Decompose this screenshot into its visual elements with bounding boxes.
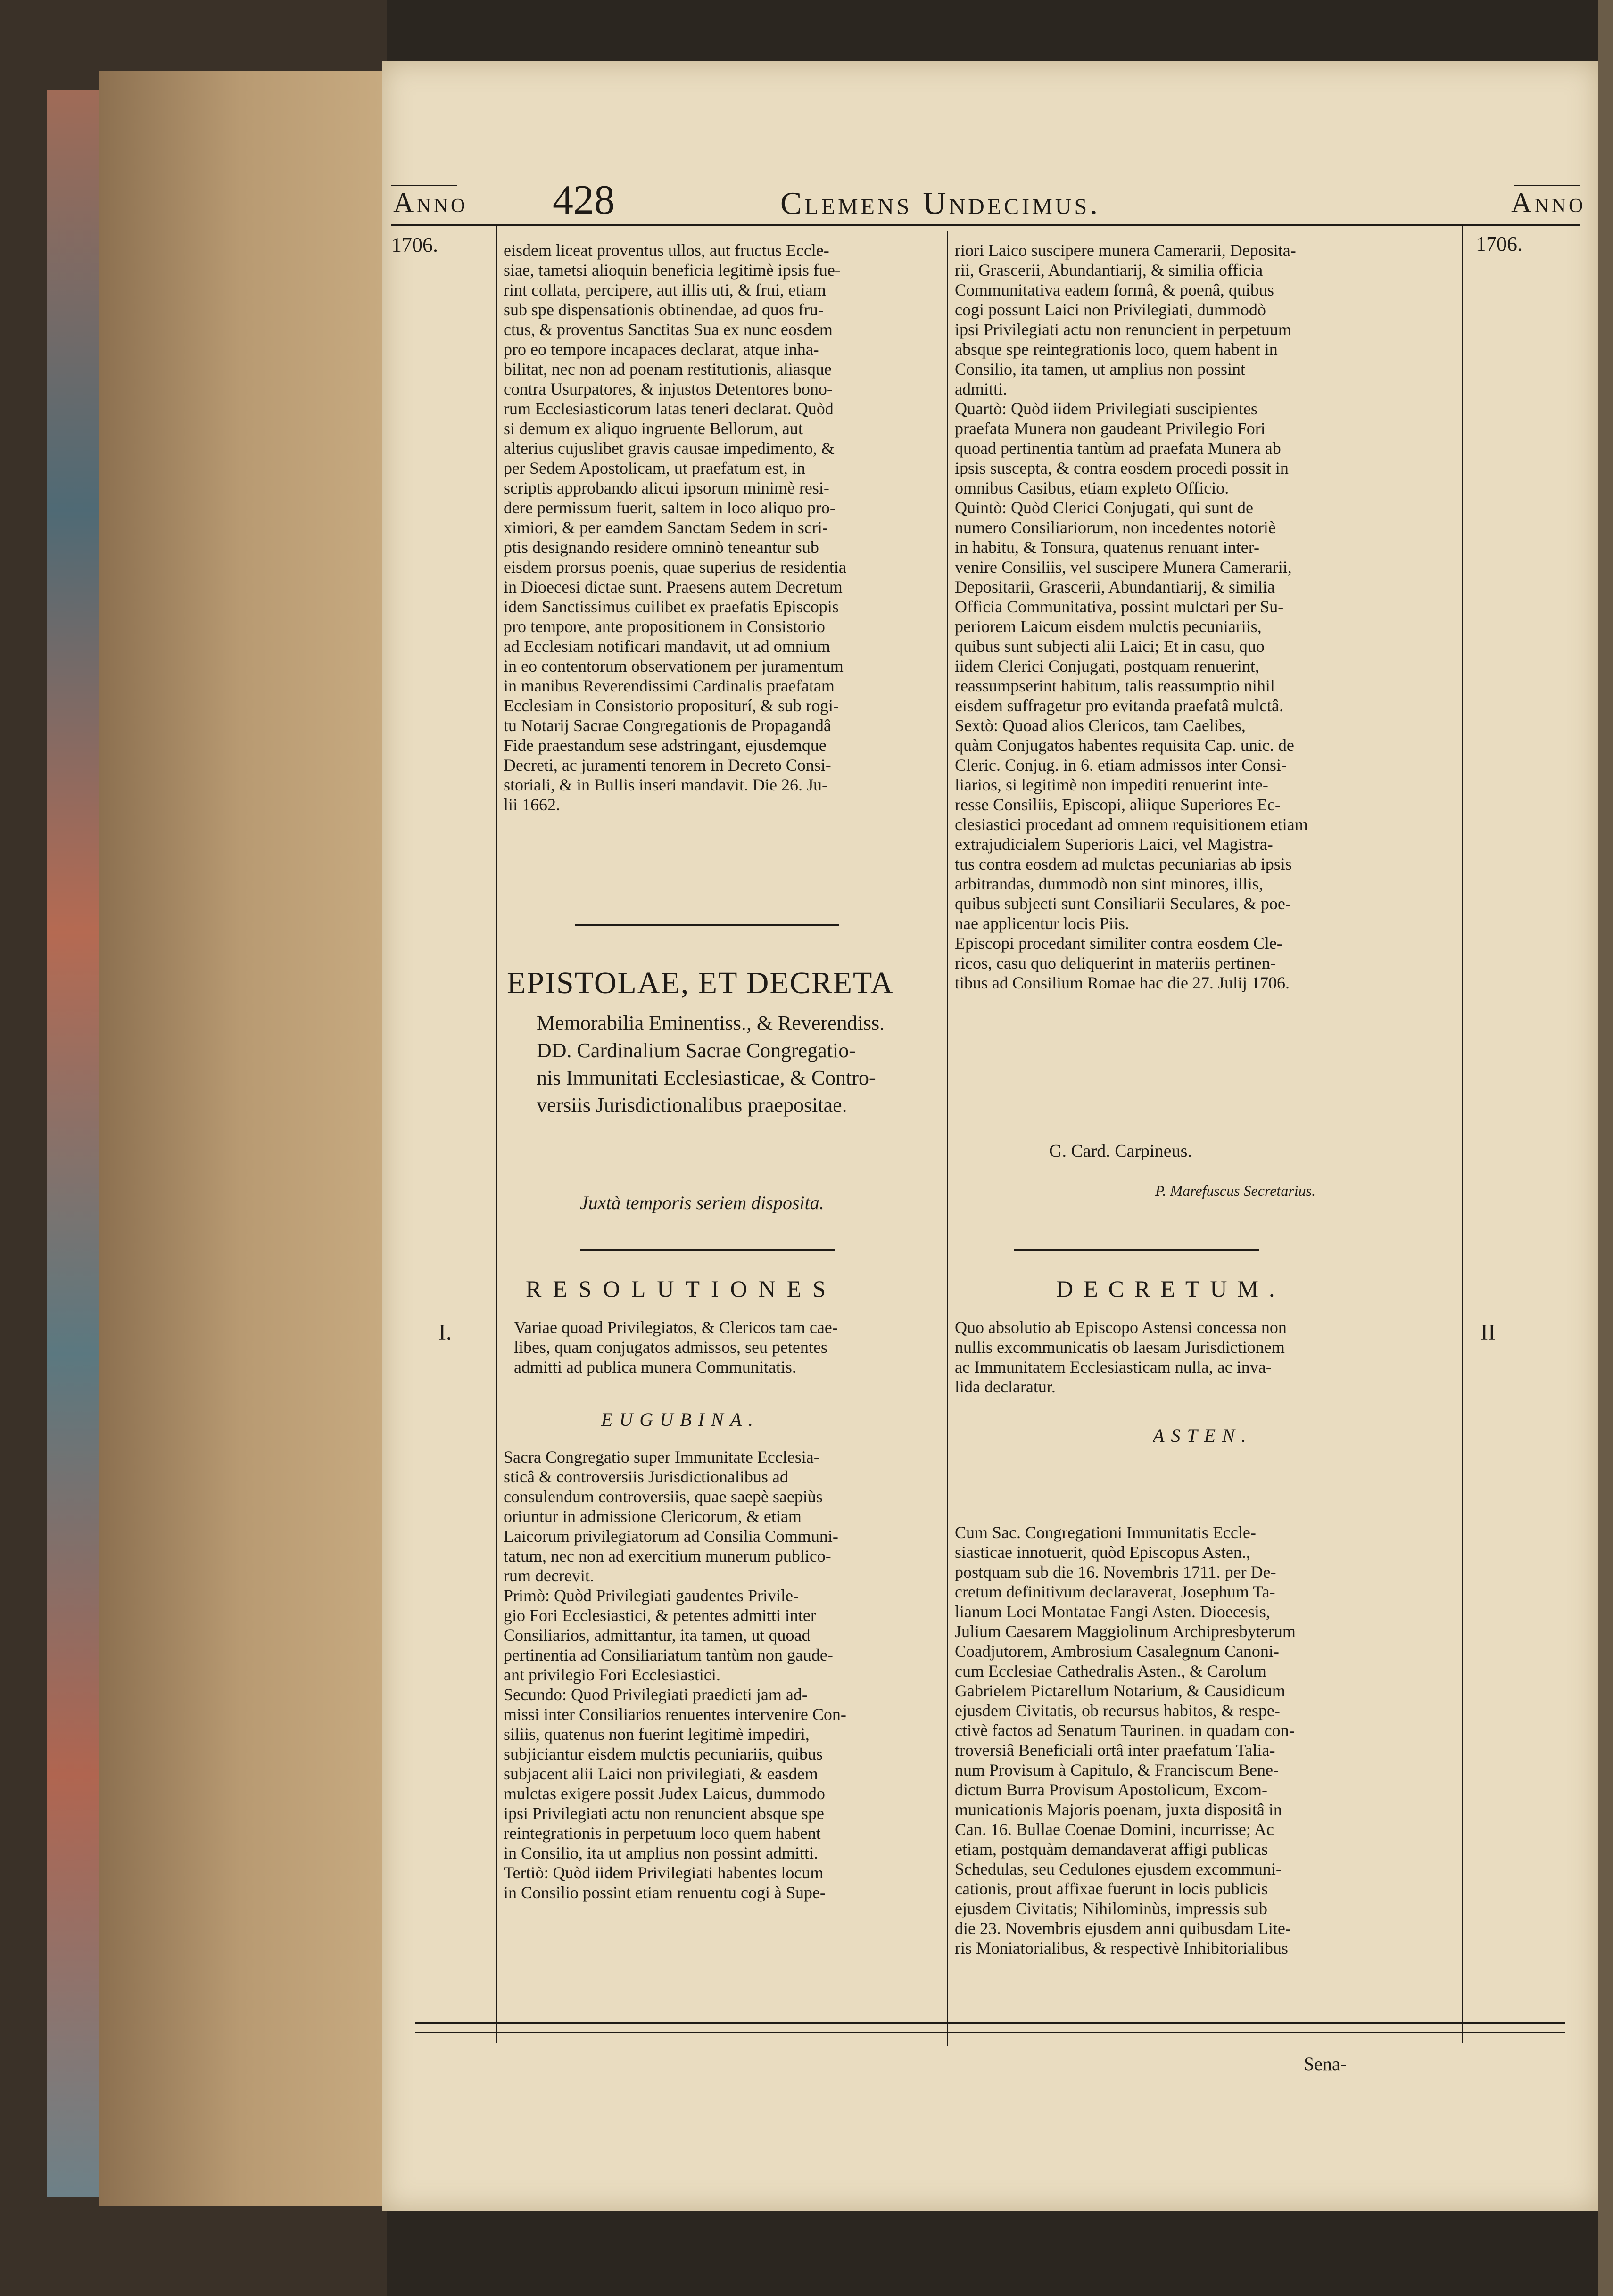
- right-decretum-rule: [1014, 1249, 1259, 1251]
- text-line: Can. 16. Bullae Coenae Domini, incurrisse; Ac: [955, 1820, 1274, 1839]
- text-line: troversiâ Beneficiali ortâ inter praefatum Talia-: [955, 1741, 1275, 1760]
- text-line: num Provisum à Capitulo, & Franciscum Bene-: [955, 1761, 1279, 1779]
- left-margin-year: 1706.: [391, 233, 438, 256]
- text-line: Episcopi procedant similiter contra eosdem Cle-: [955, 934, 1282, 953]
- text-line: ad Ecclesiam notificari mandavit, ut ad omnium: [504, 637, 830, 656]
- text-line: tibus ad Consilium Romae hac die 27. Julij 1706.: [955, 973, 1290, 992]
- running-head-anno-right: Anno: [1511, 187, 1586, 218]
- text-line: admitti.: [955, 379, 1007, 398]
- text-line: quibus sunt subjecti alii Laici; Et in casu, quo: [955, 637, 1265, 656]
- section-subtitle: [537, 1010, 923, 1123]
- text-line: alterius cujuslibet gravis causae impedimento, &: [504, 439, 835, 458]
- text-line: eisdem prorsus poenis, quae superius de residentia: [504, 558, 846, 576]
- signature-cardinal: G. Card. Carpineus.: [1049, 1141, 1192, 1161]
- text-line: oriuntur in admissione Clericorum, & etiam: [504, 1507, 802, 1526]
- text-line: quibus subjecti sunt Consiliarii Seculares, & poe-: [955, 894, 1291, 913]
- footer-rule-lower: [415, 2032, 1565, 2033]
- text-line: Quartò: Quòd iidem Privilegiati suscipientes: [955, 399, 1257, 418]
- right-frame: [1462, 224, 1463, 2043]
- text-line: ctus, & proventus Sanctitas Sua ex nunc eosdem: [504, 320, 833, 339]
- text-line: Schedulas, seu Cedulones ejusdem excommuni-: [955, 1860, 1282, 1878]
- left-resolutiones-rule: [580, 1249, 835, 1251]
- text-line: Gabrielem Pictarellum Notarium, & Causidicum: [955, 1681, 1285, 1700]
- text-line: Officia Communitativa, possint mulctari per Su-: [955, 597, 1284, 616]
- text-line: arbitrandas, dummodò non sint minores, illis,: [955, 874, 1263, 893]
- text-line: Depositarii, Grascerii, Abundantiarij, & similia: [955, 577, 1275, 596]
- section-marker-one: I.: [438, 1320, 452, 1345]
- text-line: ejusdem Civitatis; Nihilominùs, impressis sub: [955, 1899, 1268, 1918]
- text-line: Ecclesiam in Consistorio propositurí, & sub rogi-: [504, 696, 839, 715]
- summary-line: libes, quam conjugatos admissos, seu petentes: [514, 1338, 827, 1357]
- text-line: venire Consiliis, vel suscipere Munera Camerarii,: [955, 558, 1292, 576]
- section-title: EPISTOLAE, ET DECRETA: [507, 966, 894, 1000]
- text-line: ipsi Privilegiati actu non renuncient in perpetuum: [955, 320, 1291, 339]
- text-line: Communitativa eadem formâ, & poenâ, quibus: [955, 280, 1274, 299]
- text-line: extrajudicialem Superioris Laici, vel Magistra-: [955, 835, 1273, 854]
- summary-line: nullis excommunicatis ob laesam Jurisdictionem: [955, 1338, 1285, 1357]
- text-line: eisdem liceat proventus ullos, aut fructus Eccle-: [504, 241, 829, 260]
- text-line: in manibus Reverendissimi Cardinalis praefatam: [504, 676, 835, 695]
- text-line: Consilio, ita tamen, ut amplius non possint: [955, 360, 1245, 379]
- text-line: consulendum controversiis, quae saepè saepiùs: [504, 1487, 823, 1506]
- text-line: ximiori, & per eamdem Sanctam Sedem in scri-: [504, 518, 828, 537]
- text-line: sub spe dispensationis obtinendae, ad quos fru-: [504, 300, 824, 319]
- summary-line: lida declaratur.: [955, 1377, 1056, 1396]
- text-line: iidem Clerici Conjugati, postquam renuerint,: [955, 657, 1259, 675]
- text-line: quoad pertinentia tantùm ad praefata Munera ab: [955, 439, 1281, 458]
- text-line: in eo contentorum observationem per juramentum: [504, 657, 844, 675]
- text-line: ctivè factos ad Senatum Taurinen. in quadam con-: [955, 1721, 1295, 1740]
- text-line: cogi possunt Laici non Privilegiati, dummodò: [955, 300, 1266, 319]
- text-line: subjacent alii Laici non privilegiati, & easdem: [504, 1764, 818, 1783]
- text-line: reassumpserint habitum, talis reassumptio nihil: [955, 676, 1275, 695]
- text-line: rum decrevit.: [504, 1566, 594, 1585]
- text-line: absque spe reintegrationis loco, quem habent in: [955, 340, 1278, 359]
- text-line: ipsis suscepta, & contra eosdem procedi possit in: [955, 459, 1289, 477]
- right-summary: [955, 1317, 1389, 1402]
- text-line: ant privilegio Fori Ecclesiastici.: [504, 1665, 720, 1684]
- text-line: ipsi Privilegiati actu non renuncient absque spe: [504, 1804, 824, 1823]
- text-line: praefata Munera non gaudeant Privilegio Fori: [955, 419, 1266, 438]
- text-line: Sacra Congregatio super Immunitate Ecclesia-: [504, 1448, 819, 1466]
- section-marker-two: II: [1481, 1320, 1496, 1345]
- place-heading-asten: ASTEN.: [1153, 1425, 1253, 1446]
- text-line: ptis designando residere omninò teneantur sub: [504, 538, 819, 557]
- catchword: Sena-: [1304, 2053, 1347, 2074]
- text-line: liarios, si legitimè non impediti renuerint inte-: [955, 775, 1268, 794]
- text-line: per Sedem Apostolicam, ut praefatum est, in: [504, 459, 805, 477]
- text-line: storiali, & in Bullis inseri mandavit. Die 26. Ju-: [504, 775, 827, 794]
- subtitle-line: nis Immunitati Ecclesiasticae, & Contro-: [537, 1066, 876, 1089]
- text-line: dictum Burra Provisum Apostolicum, Excom-: [955, 1780, 1267, 1799]
- resolutiones-heading: RESOLUTIONES: [526, 1276, 837, 1302]
- text-line: nae applicentur locis Piis.: [955, 914, 1129, 933]
- text-line: Cleric. Conjug. in 6. etiam admissos inter Consi-: [955, 756, 1287, 774]
- text-line: in habitu, & Tonsura, quatenus renuant inter-: [955, 538, 1259, 557]
- text-line: rint collata, percipere, aut illis uti, & frui, etiam: [504, 280, 826, 299]
- text-line: omnibus Casibus, etiam expleto Officio.: [955, 478, 1229, 497]
- text-line: cretum definitivum declaraverat, Josephum Ta-: [955, 1582, 1275, 1601]
- text-line: rii, Grascerii, Abundantiarij, & similia officia: [955, 261, 1263, 280]
- text-line: municationis Majoris poenam, juxta dispositâ in: [955, 1800, 1282, 1819]
- text-line: Consiliarios, admittantur, ita tamen, ut quoad: [504, 1626, 811, 1645]
- section-note: Juxtà temporis seriem disposita.: [580, 1192, 824, 1213]
- book-page: [382, 61, 1598, 2211]
- text-line: die 23. Novembris ejusdem anni quibusdam Lite-: [955, 1919, 1291, 1938]
- text-line: eisdem suffragetur pro evitanda praefatâ mulctâ.: [955, 696, 1284, 715]
- left-decree-ending: [504, 240, 942, 834]
- text-line: pro tempore, ante propositionem in Consistorio: [504, 617, 825, 636]
- text-line: Coadjutorem, Ambrosium Casalegnum Canoni-: [955, 1642, 1279, 1661]
- text-line: siasticae innotuerit, quòd Episcopus Asten.,: [955, 1543, 1250, 1562]
- text-line: numero Consiliariorum, non incedentes notoriè: [955, 518, 1276, 537]
- header-left-rule-top: [391, 185, 457, 186]
- text-line: rum Ecclesiasticorum latas teneri declarat. Quòd: [504, 399, 834, 418]
- header-rule: [391, 224, 1580, 226]
- text-line: in Dioecesi dictae sunt. Praesens autem Decretum: [504, 577, 843, 596]
- text-line: Primò: Quòd Privilegiati gaudentes Privile-: [504, 1586, 799, 1605]
- text-line: contra Usurpatores, & injustos Detentores bono-: [504, 379, 833, 398]
- eugubina-resolution: [504, 1447, 942, 1918]
- text-line: reintegrationis in perpetuum loco quem habent: [504, 1824, 821, 1843]
- text-line: cationis, prout affixae fuerunt in locis publicis: [955, 1879, 1268, 1898]
- text-line: tus contra eosdem ad mulctas pecuniarias ab ipsis: [955, 855, 1292, 873]
- text-line: ris Moniatorialibus, & respectivè Inhibitorialibus: [955, 1939, 1288, 1958]
- summary-line: Quo absolutio ab Episcopo Astensi concessa non: [955, 1318, 1287, 1337]
- text-line: pro eo tempore incapaces declarat, atque inha-: [504, 340, 819, 359]
- text-line: postquam sub die 16. Novembris 1711. per De-: [955, 1563, 1276, 1581]
- right-resolution-continued: [955, 240, 1393, 1004]
- running-head-anno-left: Anno: [393, 187, 468, 218]
- facing-page-edge: [1598, 0, 1613, 2296]
- text-line: pertinentia ad Consiliariatum tantùm non gaude-: [504, 1646, 833, 1664]
- subtitle-line: versiis Jurisdictionalibus praepositae.: [537, 1094, 847, 1117]
- text-line: bilitat, nec non ad poenam restitutionis, aliasque: [504, 360, 832, 379]
- running-title: Clemens Undecimus.: [780, 185, 1101, 221]
- text-line: lii 1662.: [504, 795, 561, 814]
- marbled-board: [47, 90, 99, 2197]
- text-line: ricos, casu quo deliquerint in materiis pertinen-: [955, 954, 1276, 972]
- text-line: etiam, postquàm demandaverat affigi publicas: [955, 1840, 1268, 1859]
- summary-line: admitti ad publica munera Communitatis.: [514, 1358, 796, 1376]
- summary-line: Variae quoad Privilegiatos, & Clericos tam cae-: [514, 1318, 838, 1337]
- text-line: clesiastici procedant ad omnem requisitionem etiam: [955, 815, 1308, 834]
- text-line: periorem Laicum eisdem mulctis pecuniariis,: [955, 617, 1262, 636]
- text-line: gio Fori Ecclesiastici, & petentes admitti inter: [504, 1606, 816, 1625]
- text-line: Secundo: Quod Privilegiati praedicti jam ad-: [504, 1685, 808, 1704]
- text-line: Sextò: Quoad alios Clericos, tam Caelibes,: [955, 716, 1246, 735]
- text-line: cum Ecclesiae Cathedralis Asten., & Carolum: [955, 1662, 1266, 1680]
- column-divider: [947, 231, 948, 2046]
- text-line: missi inter Consiliarios renuentes intervenire Con-: [504, 1705, 846, 1724]
- text-line: Julium Caesarem Maggiolinum Archipresbyterum: [955, 1622, 1296, 1641]
- subtitle-line: DD. Cardinalium Sacrae Congregatio-: [537, 1039, 856, 1062]
- text-line: subjiciantur eisdem mulctis pecuniariis, quibus: [504, 1745, 823, 1763]
- text-line: sticâ & controversiis Jurisdictionalibus ad: [504, 1467, 788, 1486]
- text-line: siliis, quatenus non fuerint legitimè impediri,: [504, 1725, 810, 1744]
- text-line: quàm Conjugatos habentes requisita Cap. unic. de: [955, 736, 1294, 755]
- asten-decree: [955, 1522, 1393, 1966]
- decretum-heading: DECRETUM.: [1056, 1276, 1285, 1302]
- subtitle-line: Memorabilia Eminentiss., & Reverendiss.: [537, 1012, 885, 1035]
- text-line: Tertiò: Quòd iidem Privilegiati habentes locum: [504, 1863, 824, 1882]
- text-line: idem Sanctissimus cuilibet ex praefatis Episcopis: [504, 597, 839, 616]
- footer-rule: [415, 2022, 1565, 2024]
- left-frame: [496, 224, 497, 2043]
- summary-line: ac Immunitatem Ecclesiasticam nulla, ac inva-: [955, 1358, 1272, 1376]
- text-line: siae, tametsi alioquin beneficia legitimè ipsis fue-: [504, 261, 841, 280]
- right-margin-year: 1706.: [1476, 232, 1522, 255]
- text-line: scriptis approbando alicui ipsorum minimè resi-: [504, 478, 829, 497]
- text-line: Quintò: Quòd Clerici Conjugati, qui sunt de: [955, 498, 1253, 517]
- text-line: in Consilio, ita ut amplius non possint admitti.: [504, 1843, 819, 1862]
- text-line: ejusdem Civitatis, ob recursus habitos, & respe-: [955, 1701, 1280, 1720]
- text-line: Fide praestandum sese adstringant, ejusdemque: [504, 736, 827, 755]
- page-number: 428: [553, 177, 615, 223]
- place-heading-eugubina: EUGUBINA.: [601, 1409, 760, 1430]
- page-fore-edge: [99, 71, 382, 2206]
- text-line: tu Notarij Sacrae Congregationis de Propagandâ: [504, 716, 831, 735]
- header-right-rule-top: [1514, 185, 1580, 186]
- text-line: resse Consiliis, Episcopi, aliique Superiores Ec-: [955, 795, 1281, 814]
- text-line: lianum Loci Montatae Fangi Asten. Dioecesis,: [955, 1602, 1270, 1621]
- text-line: riori Laico suscipere munera Camerarii, Deposita-: [955, 241, 1296, 260]
- left-separator-rule: [575, 924, 839, 926]
- text-line: Decreti, ac juramenti tenorem in Decreto Consi-: [504, 756, 831, 774]
- signature-secretary: P. Marefuscus Secretarius.: [1155, 1182, 1316, 1199]
- text-line: Cum Sac. Congregationi Immunitatis Eccle-: [955, 1523, 1256, 1542]
- text-line: Laicorum privilegiatorum ad Consilia Communi-: [504, 1527, 838, 1546]
- text-line: si demum ex aliquo ingruente Bellorum, aut: [504, 419, 803, 438]
- text-line: mulctas exigere possit Judex Laicus, dummodo: [504, 1784, 825, 1803]
- text-line: dere permissum fuerit, saltem in loco aliquo pro-: [504, 498, 835, 517]
- text-line: tatum, nec non ad exercitium munerum publico-: [504, 1547, 831, 1565]
- left-summary: [514, 1317, 938, 1379]
- text-line: in Consilio possint etiam renuentu cogi à Supe-: [504, 1883, 826, 1902]
